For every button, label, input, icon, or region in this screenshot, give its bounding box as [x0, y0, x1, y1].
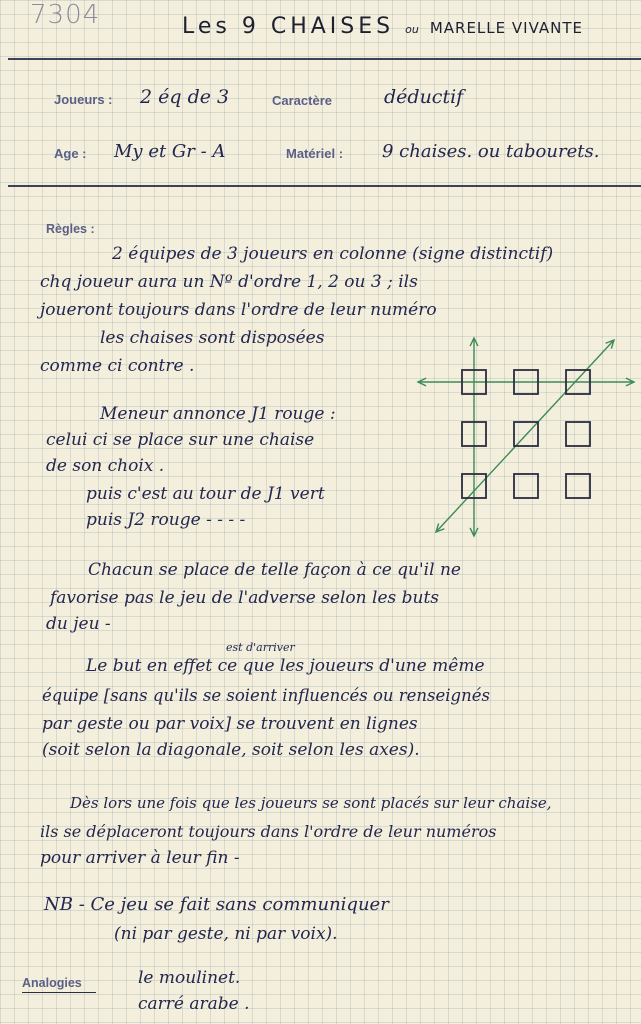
age-value: My et Gr - A	[114, 141, 226, 162]
age-label: Age :	[54, 146, 87, 161]
analogy-item: le moulinet.	[138, 968, 241, 988]
rule-line: (ni par geste, ni par voix).	[114, 924, 338, 944]
character-label: Caractère	[272, 93, 332, 108]
rule-line: Meneur annonce J1 rouge :	[100, 404, 336, 424]
rule-line: 2 équipes de 3 joueurs en colonne (signe distinctif)	[112, 244, 554, 264]
rule-line: NB - Ce jeu se fait sans communiquer	[44, 894, 389, 915]
rule-line: chq joueur aura un Nº d'ordre 1, 2 ou 3 ; ils	[40, 272, 418, 292]
archive-number: 7304	[30, 0, 101, 30]
rule-line: puis c'est au tour de J1 vert	[86, 484, 325, 504]
rule-line: équipe [sans qu'ils se soient influencés ou renseignés	[42, 686, 490, 705]
header-divider-top	[8, 58, 641, 60]
rule-line: du jeu -	[46, 614, 111, 634]
title-main: Les 9 CHAISES	[182, 14, 395, 39]
rule-line: pour arriver à leur fin -	[40, 848, 240, 868]
rule-line: de son choix .	[46, 456, 165, 476]
analogies-underline	[22, 992, 96, 993]
rule-insertion: est d'arriver	[226, 641, 295, 654]
header-divider-bottom	[8, 185, 641, 187]
analogies-label: Analogies	[22, 976, 82, 990]
rule-line: joueront toujours dans l'ordre de leur numéro	[40, 300, 437, 320]
rule-line: les chaises sont disposées	[100, 328, 325, 348]
rules-label: Règles :	[46, 222, 95, 236]
chair-square	[566, 422, 590, 446]
material-value: 9 chaises. ou tabourets.	[382, 141, 600, 162]
rule-line: ils se déplaceront toujours dans l'ordre de leur numéros	[40, 822, 497, 841]
rule-line: puis J2 rouge - - - -	[86, 510, 246, 530]
document-title	[182, 14, 583, 39]
players-label: Joueurs :	[54, 92, 113, 107]
rule-line: Chacun se place de telle façon à ce qu'il ne	[88, 560, 461, 580]
rule-line: favorise pas le jeu de l'adverse selon les buts	[50, 588, 440, 608]
analogy-item: carré arabe .	[138, 994, 250, 1014]
axes-arrows	[418, 338, 634, 536]
rule-line: (soit selon la diagonale, soit selon les axes).	[42, 740, 420, 760]
title-alt: MARELLE VIVANTE	[429, 19, 583, 37]
rule-line: par geste ou par voix] se trouvent en lignes	[42, 714, 418, 734]
material-label: Matériel :	[286, 146, 344, 161]
rule-line: celui ci se place sur une chaise	[46, 430, 315, 450]
rule-line: Dès lors une fois que les joueurs se sont placés sur leur chaise,	[70, 794, 552, 812]
rule-line: Le but en effet ce que les joueurs d'une même	[86, 656, 485, 676]
title-connector: ou	[405, 23, 419, 36]
chair-square	[566, 474, 590, 498]
chair-layout-diagram	[414, 336, 641, 546]
rule-line: comme ci contre .	[40, 356, 195, 376]
chair-square	[514, 474, 538, 498]
character-value: déductif	[384, 86, 464, 108]
players-value: 2 éq de 3	[140, 86, 230, 108]
